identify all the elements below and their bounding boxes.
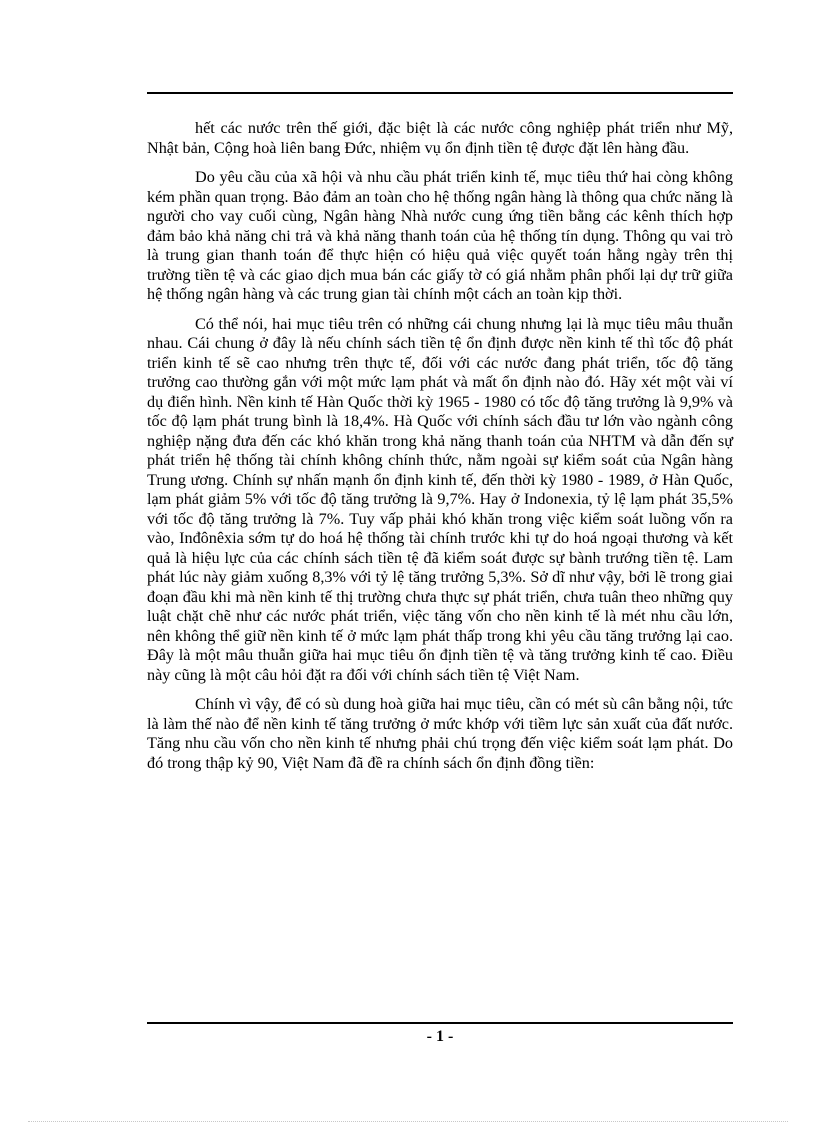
paragraph-2: Do yêu cầu của xã hội và nhu cầu phát triển kinh tế, mục tiêu thứ hai còng không kém phần quan trọng. Bảo đảm an toàn cho hệ thống ngân hàng là thông qua chức năng là người cho vay cuối cùng, Ngân hàng Nhà nước cung ứng tiền bằng các kênh thích hợp đảm bảo khả năng chi trả và khả năng thanh toán của hệ thống tín dụng. Thông qu vai trò là trung gian thanh toán để thực hiện có hiệu quả việc quyết toán hằng ngày trên thị trường tiền tệ và các giao dịch mua bán các giấy tờ có giá nhằm phân phối lại dự trữ giữa hệ thống ngân hàng và các trung gian tài chính một cách an toàn kịp thời. xyxy=(147,168,733,303)
page-number: - 1 - xyxy=(426,1028,454,1045)
footer-rule xyxy=(147,1022,733,1024)
page-boundary-line xyxy=(28,1121,788,1122)
paragraph-4: Chính vì vậy, để có sù dung hoà giữa hai mục tiêu, cần có mét sù cân bằng nội, tức là làm thế nào để nền kinh tế tăng trưởng ở mức khớp với tiềm lực sản xuất của đất nước. Tăng nhu cầu vốn cho nền kinh tế nhưng phải chú trọng đến việc kiểm soát lạm phát. Do đó trong thập kỷ 90, Việt Nam đã đề ra chính sách ổn định đồng tiền: xyxy=(147,695,733,772)
document-body xyxy=(147,119,733,783)
header-rule xyxy=(147,92,733,94)
paragraph-3: Có thể nói, hai mục tiêu trên có những cái chung nhưng lại là mục tiêu mâu thuẫn nhau. Cái chung ở đây là nếu chính sách tiền tệ ổn định được nền kinh tế thì tốc độ phát triển kinh tế sẽ cao nhưng trên thực tế, đối với các nước đang phát triển, tốc độ tăng trưởng cao thường gắn với một mức lạm phát và mất ổn định nào đó. Hãy xét một vài ví dụ điển hình. Nền kinh tế Hàn Quốc thời kỳ 1965 - 1980 có tốc độ tăng trưởng là 9,9% và tốc độ lạm phát trung bình là 18,4%. Hà Quốc với chính sách đầu tư lớn vào ngành công nghiệp nặng đưa đến các khó khăn trong khả năng thanh toán của NHTM và dẫn đến sự phát triển hệ thống tài chính không chính thức, nằm ngoài sự kiểm soát của Ngân hàng Trung ương. Chính sự nhấn mạnh ổn định kinh tế, đến thời kỳ 1980 - 1989, ở Hàn Quốc, lạm phát giảm 5% với tốc độ tăng trưởng là 9,7%. Hay ở Indonexia, tỷ lệ lạm phát 35,5% với tốc độ tăng trưởng là 7%. Tuy vấp phải khó khăn trong việc kiểm soát luồng vốn ra vào, Inđônêxia sớm tự do hoá hệ thống tài chính trước khi tự do hoá ngoại thương và kết quả là hiệu lực của các chính sách tiền tệ đã kiểm soát được sự bành trướng tiền tệ. Lam phát lúc này giảm xuống 8,3% với tỷ lệ tăng trưởng 5,3%. Sở dĩ như vậy, bởi lẽ trong giai đoạn đầu khi mà nền kinh tế thị trường chưa thực sự phát triển, chưa tuân theo những quy luật chặt chẽ như các nước phát triển, việc tăng vốn cho nền kinh tế là mét nhu cầu lớn, nên không thể giữ nền kinh tế ở mức lạm phát thấp trong khi yêu cầu tăng trưởng lại cao. Đây là một mâu thuẫn giữa hai mục tiêu ổn định tiền tệ và tăng trưởng kinh tế cao. Điều này cũng là một câu hỏi đặt ra đối với chính sách tiền tệ Việt Nam. xyxy=(147,314,733,684)
paragraph-1: hết các nước trên thế giới, đặc biệt là các nước công nghiệp phát triển như Mỹ, Nhật bản, Cộng hoà liên bang Đức, nhiệm vụ ổn định tiền tệ được đặt lên hàng đầu. xyxy=(147,119,733,157)
